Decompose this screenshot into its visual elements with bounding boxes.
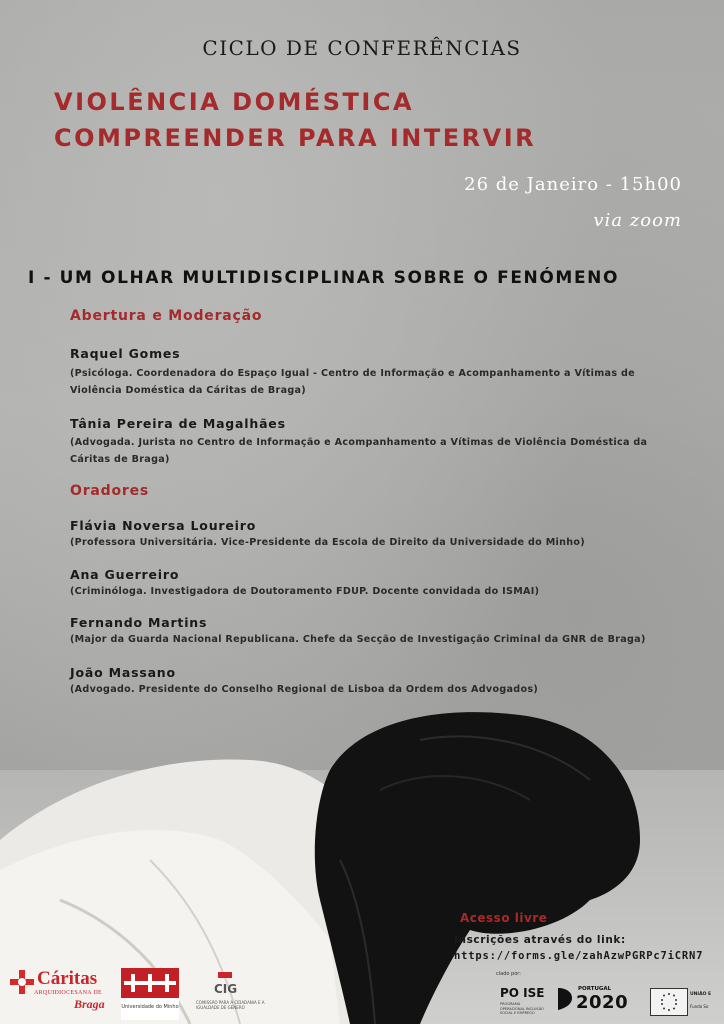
event-venue: via zoom (593, 210, 682, 231)
portugal2020-year: 2020 (576, 992, 629, 1013)
cig-name: COMISSÃO PARA A CIDADANIA E A IGUALDADE DE GÉNERO (196, 1000, 265, 1010)
event-series: CICLO DE CONFERÊNCIAS (202, 36, 522, 60)
moderator-name: Tânia Pereira de Magalhães (70, 416, 286, 431)
eu-logo (650, 988, 720, 1016)
eu-fund: Fundo So (690, 1004, 709, 1009)
speaker-name: Ana Guerreiro (70, 567, 180, 582)
event-title-line-1: VIOLÊNCIA DOMÉSTICA (54, 88, 415, 116)
eu-flag-icon (650, 988, 688, 1016)
caritas-cross-icon (10, 970, 34, 994)
cofinancing-label: ciado por: (496, 971, 521, 977)
caritas-subtitle: ARQUIDIOCESANA DE (34, 990, 102, 996)
uminho-emblem (121, 968, 179, 998)
caritas-city: Braga (74, 997, 105, 1011)
portugal2020-logo (556, 984, 642, 1020)
moderator-description: (Advogada. Jurista no Centro de Informação e Acompanhamento a Vítimas de Violência Doméstica da Cáritas de Braga) (70, 437, 648, 465)
moderator-name: Raquel Gomes (70, 346, 181, 361)
speaker-description: (Professora Universitária. Vice-Presidente da Escola de Direito da Universidade do Minho) (70, 537, 585, 548)
speakers-label: Oradores (70, 483, 150, 499)
cig-logo (196, 968, 272, 1020)
poise-logo (500, 986, 550, 1020)
free-access-label: Acesso livre (460, 911, 548, 925)
moderator-description: (Psicóloga. Coordenadora do Espaço Igual - Centro de Informação e Acompanhamento a Vítimas de Violência Doméstica da Cáritas de Braga) (70, 368, 635, 396)
caritas-logo (10, 968, 114, 1018)
speaker-name: João Massano (70, 665, 176, 680)
uminho-name: Universidade do Minho (121, 1004, 179, 1010)
session-title: I - UM OLHAR MULTIDISCIPLINAR SOBRE O FENÓMENO (28, 268, 620, 288)
portugal-label: PORTUGAL (578, 986, 612, 992)
cig-acronym: CIG (214, 982, 238, 996)
cig-mark-icon (218, 972, 232, 978)
opening-label: Abertura e Moderação (70, 308, 263, 324)
speaker-description: (Major da Guarda Nacional Republicana. Chefe da Secção de Investigação Criminal da GNR de Braga) (70, 634, 646, 645)
speaker-description: (Advogado. Presidente do Conselho Regional de Lisboa da Ordem dos Advogados) (70, 684, 539, 695)
registration-link[interactable]: https://forms.gle/zahAzwPGRPc7iCRN7 (454, 950, 704, 962)
event-date: 26 de Janeiro - 15h00 (464, 174, 682, 195)
uminho-logo (121, 968, 179, 1020)
poise-acronym: PO ISE (500, 986, 545, 1000)
eu-label: UNIÃO E (690, 992, 712, 997)
portugal2020-mark-icon (556, 986, 574, 1012)
poise-name: PROGRAMA OPERACIONAL INCLUSÃO SOCIAL E EMPREGO (500, 1002, 544, 1015)
event-title-line-2: COMPREENDER PARA INTERVIR (54, 124, 537, 152)
speaker-description: (Criminóloga. Investigadora de Doutoramento FDUP. Docente convidada do ISMAI) (70, 586, 540, 597)
registration-label: Inscrições através do link: (454, 934, 626, 946)
uminho-crosses-icon (121, 968, 179, 998)
speaker-name: Fernando Martins (70, 615, 208, 630)
speaker-name: Flávia Noversa Loureiro (70, 518, 257, 533)
caritas-name: Cáritas (37, 968, 98, 989)
